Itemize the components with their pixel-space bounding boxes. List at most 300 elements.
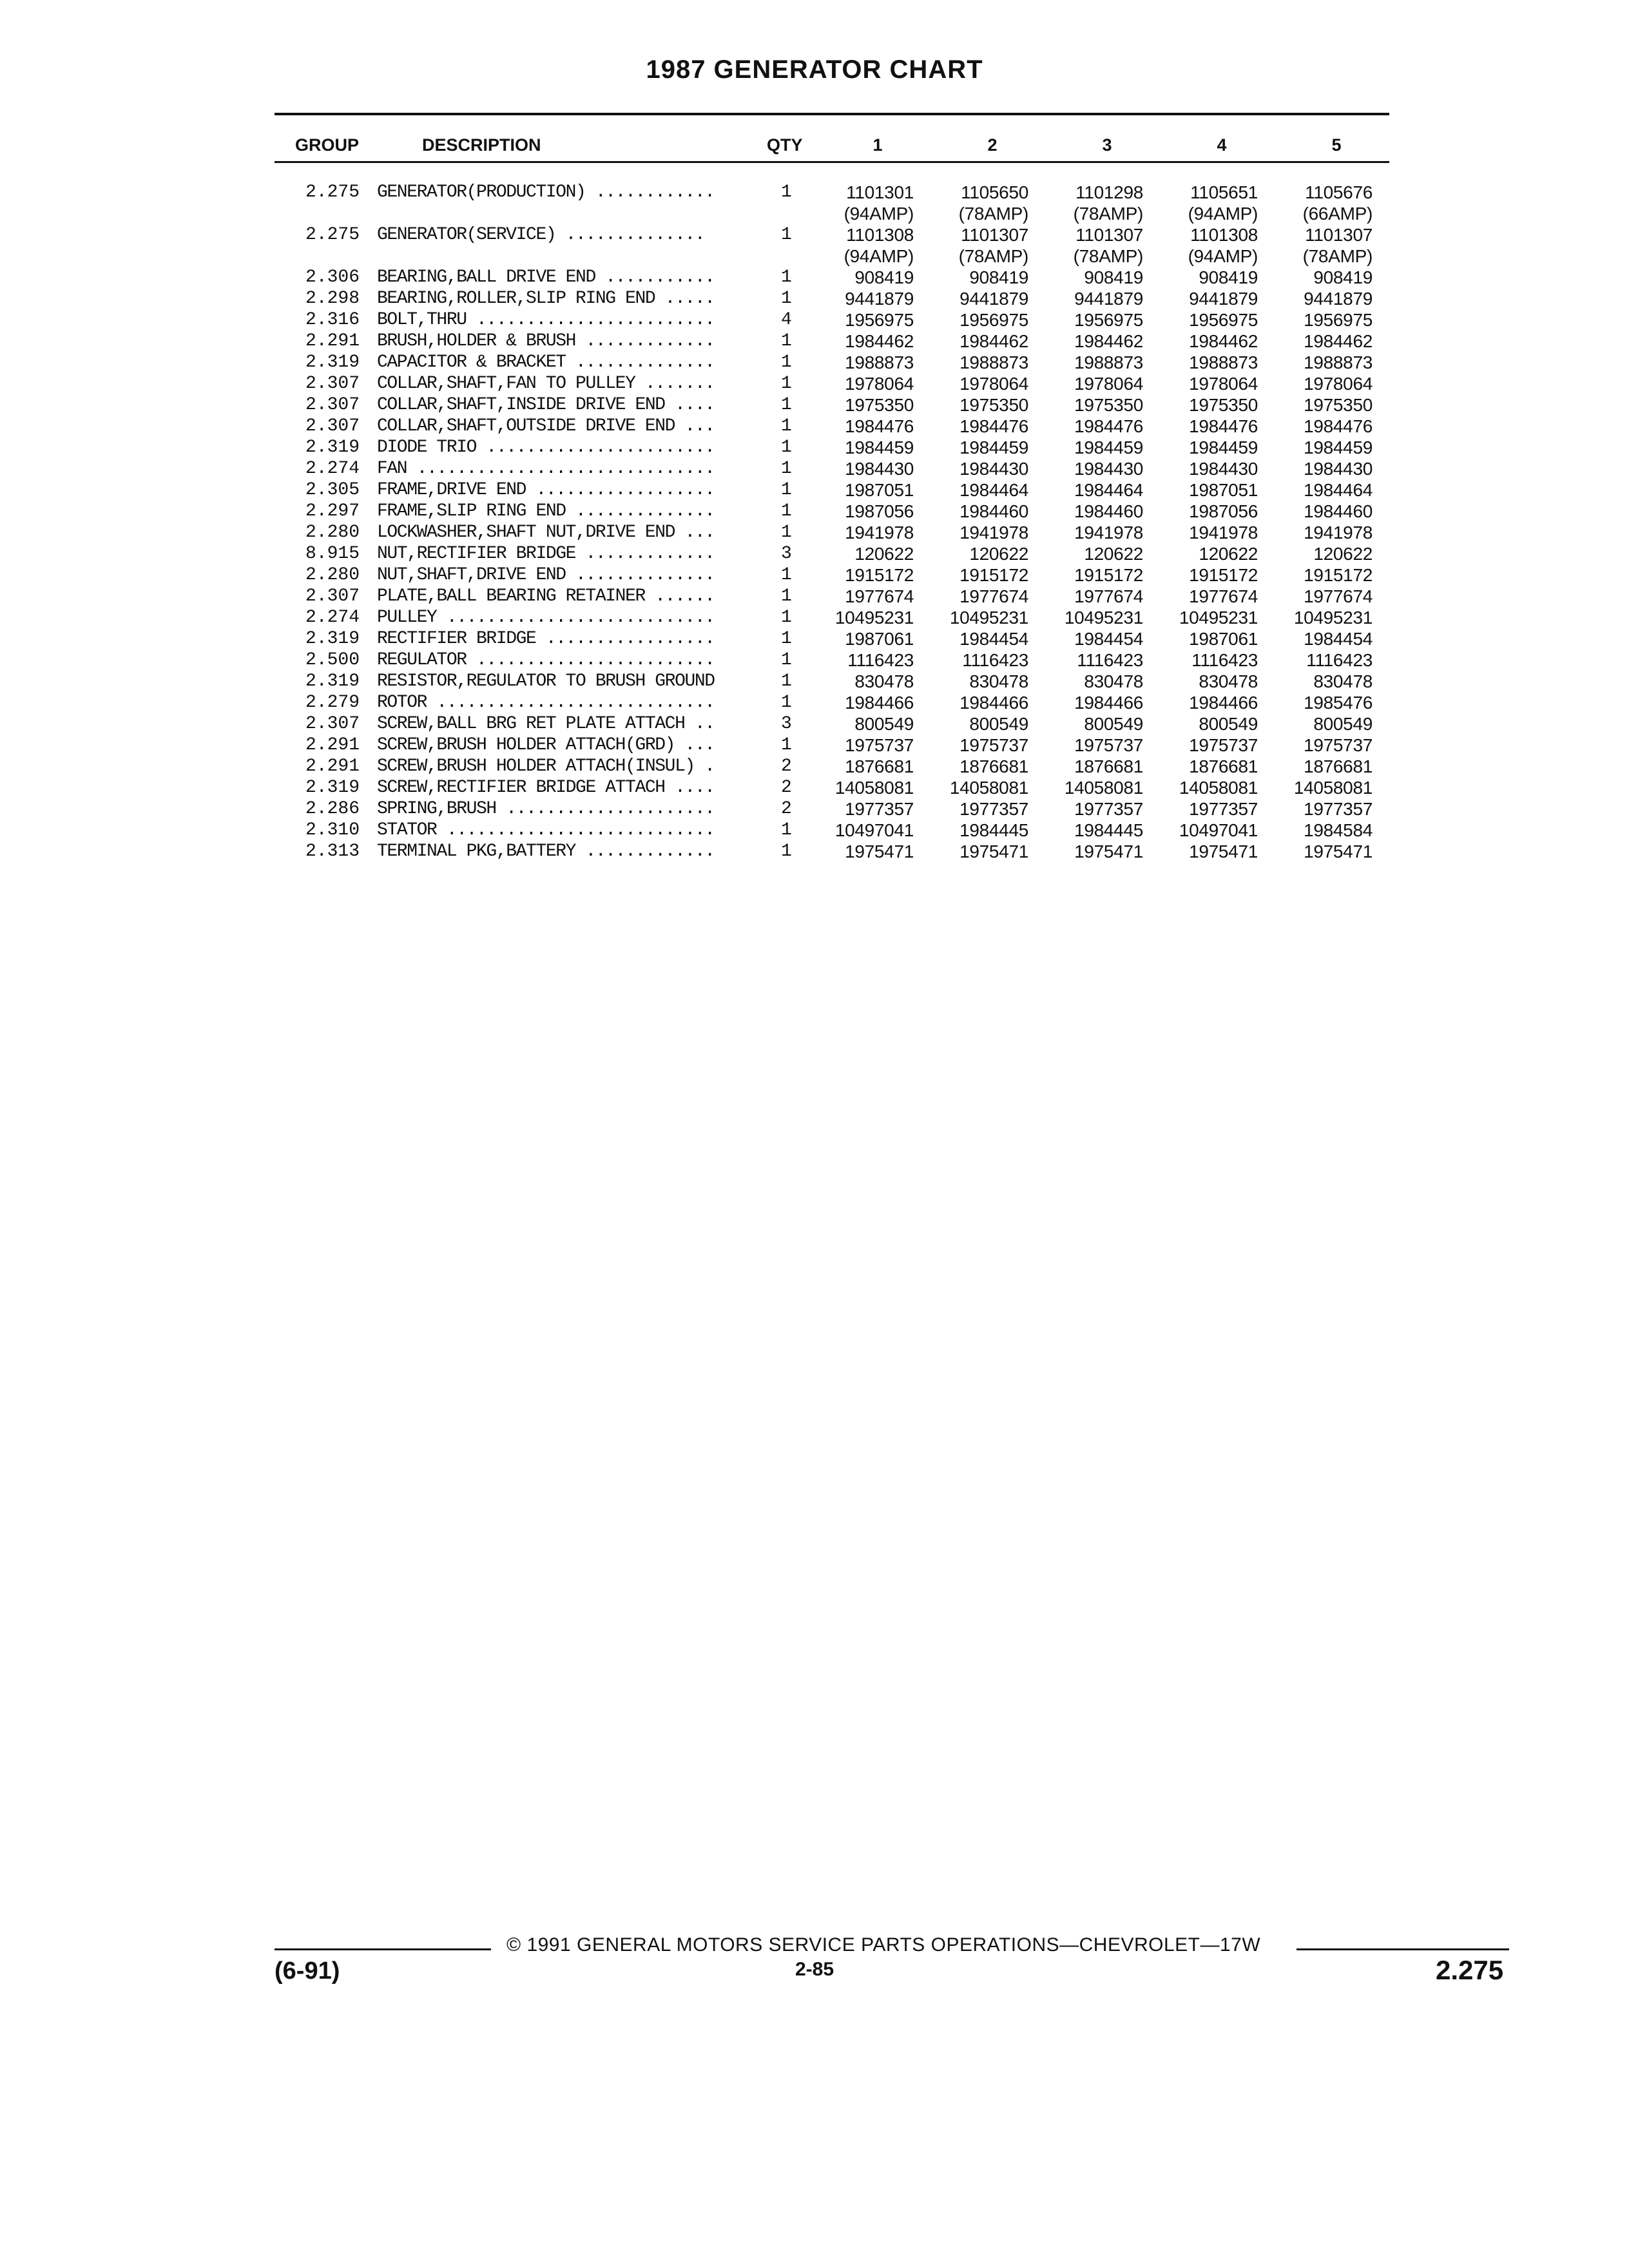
part-number: 14058081: [834, 778, 914, 798]
dot-leader: ........................: [466, 310, 715, 330]
part-number-model-3: [1040, 224, 1143, 267]
part-number-model-2: [925, 479, 1028, 501]
part-number: 800549: [1199, 714, 1258, 734]
part-number: 1956975: [1189, 310, 1258, 330]
part-number-model-4: [1155, 798, 1258, 820]
table-row: [0, 543, 1629, 564]
part-number-model-3: [1040, 649, 1143, 671]
part-number-model-4: [1155, 224, 1258, 267]
part-number-model-5: [1269, 628, 1373, 649]
part-description: [377, 713, 780, 735]
table-row: [0, 267, 1629, 288]
part-number-model-4: [1155, 331, 1258, 352]
part-description: [377, 607, 780, 628]
part-number: 120622: [1199, 544, 1258, 564]
quantity: 1: [781, 416, 792, 436]
part-description-text: COLLAR,SHAFT,INSIDE DRIVE END: [377, 395, 665, 415]
table-row: [0, 735, 1629, 756]
part-number: 1988873: [1304, 352, 1373, 372]
part-number: 1984430: [1074, 459, 1143, 479]
part-number: 1105651: [1190, 182, 1258, 202]
part-number: 1984466: [959, 693, 1028, 713]
part-number-model-1: [811, 798, 914, 820]
part-number-model-2: [925, 820, 1028, 841]
part-number: 1975350: [845, 395, 914, 415]
part-number: 1984459: [1074, 437, 1143, 457]
part-number: 9441879: [845, 289, 914, 309]
part-description-text: ROTOR: [377, 693, 427, 713]
amperage-note: (94AMP): [1188, 246, 1258, 266]
part-description: [377, 182, 780, 203]
part-description: [377, 224, 780, 245]
part-number-model-3: [1040, 820, 1143, 841]
part-number-model-5: [1269, 671, 1373, 692]
group-number: 2.297: [305, 501, 360, 521]
part-number: 830478: [969, 671, 1028, 691]
part-description-text: NUT,SHAFT,DRIVE END: [377, 565, 566, 585]
part-number: 1116423: [1191, 650, 1258, 670]
part-number-model-1: [811, 352, 914, 373]
column-header-description: DESCRIPTION: [422, 135, 541, 155]
part-number: 1975350: [1074, 395, 1143, 415]
part-number: 1915172: [1074, 565, 1143, 585]
part-number-model-4: [1155, 522, 1258, 543]
part-number: 1978064: [959, 374, 1028, 394]
part-number: 1956975: [1074, 310, 1143, 330]
part-number: 1984462: [1304, 331, 1373, 351]
part-number: 1101307: [1305, 225, 1373, 245]
part-description-text: FRAME,SLIP RING END: [377, 501, 566, 521]
table-row: [0, 522, 1629, 543]
part-number: 1987051: [845, 480, 914, 500]
quantity: 1: [781, 459, 792, 479]
part-number: 10495231: [1179, 608, 1258, 628]
part-description-text: COLLAR,SHAFT,OUTSIDE DRIVE END: [377, 416, 675, 436]
part-number: 1101307: [961, 225, 1028, 245]
quantity: 1: [781, 671, 792, 691]
part-number: 1987056: [845, 501, 914, 521]
quantity: 1: [781, 437, 792, 457]
part-number: 1984430: [959, 459, 1028, 479]
part-number: 1105676: [1305, 182, 1373, 202]
part-number-model-1: [811, 586, 914, 607]
group-number: 2.310: [305, 820, 360, 840]
part-number-model-4: [1155, 713, 1258, 735]
part-number: 1941978: [959, 523, 1028, 543]
part-number-model-2: [925, 671, 1028, 692]
quantity: 1: [781, 267, 792, 287]
dot-leader: ...........................: [436, 820, 715, 840]
part-number: 1978064: [1189, 374, 1258, 394]
part-number-model-2: [925, 331, 1028, 352]
part-number-model-4: [1155, 735, 1258, 756]
dot-leader: ............: [585, 182, 715, 202]
part-number: 1975737: [1304, 735, 1373, 755]
part-number: 908419: [854, 267, 914, 287]
part-number: 800549: [1084, 714, 1143, 734]
part-description-text: DIODE TRIO: [377, 437, 477, 457]
column-header-model-5: 5: [1331, 135, 1342, 155]
quantity: 1: [781, 395, 792, 415]
part-number-model-2: [925, 713, 1028, 735]
part-number: 1987051: [1189, 480, 1258, 500]
part-number-model-3: [1040, 437, 1143, 458]
column-header-model-4: 4: [1217, 135, 1227, 155]
part-number: 1984454: [1304, 629, 1373, 649]
part-number-model-3: [1040, 458, 1143, 479]
part-number-model-4: [1155, 628, 1258, 649]
part-description-text: PLATE,BALL BEARING RETAINER: [377, 586, 645, 606]
part-description: [377, 373, 780, 394]
group-number: 2.305: [305, 480, 360, 500]
part-description: [377, 841, 780, 862]
part-number-model-5: [1269, 564, 1373, 586]
part-number: 908419: [1199, 267, 1258, 287]
part-number: 1984460: [1304, 501, 1373, 521]
part-number: 1984476: [1189, 416, 1258, 436]
part-number-model-2: [925, 777, 1028, 798]
dot-leader: ...........: [595, 267, 715, 287]
quantity: 1: [781, 480, 792, 500]
footer-rule-left: [275, 1948, 491, 1950]
dot-leader: .: [694, 756, 715, 776]
part-number: 9441879: [959, 289, 1028, 309]
part-number: 1915172: [845, 565, 914, 585]
part-number-model-1: [811, 309, 914, 331]
part-number: 1984464: [1074, 480, 1143, 500]
part-number: 10497041: [834, 820, 914, 840]
part-number: 10495231: [949, 608, 1028, 628]
part-number-model-3: [1040, 182, 1143, 224]
part-description: [377, 352, 780, 373]
group-number: 2.286: [305, 799, 360, 819]
part-number: 1984462: [959, 331, 1028, 351]
part-description: [377, 394, 780, 416]
part-number: 1984476: [1074, 416, 1143, 436]
part-description-text: SPRING,BRUSH: [377, 799, 496, 819]
part-number: 1984459: [1189, 437, 1258, 457]
quantity: 1: [781, 289, 792, 309]
part-number-model-3: [1040, 501, 1143, 522]
part-number-model-2: [925, 458, 1028, 479]
part-number-model-2: [925, 564, 1028, 586]
part-number-model-2: [925, 586, 1028, 607]
column-header-qty: QTY: [767, 135, 803, 155]
part-description-text: CAPACITOR & BRACKET: [377, 352, 566, 372]
part-number: 1956975: [845, 310, 914, 330]
part-number-model-1: [811, 564, 914, 586]
part-number-model-3: [1040, 564, 1143, 586]
group-number: 2.319: [305, 352, 360, 372]
part-number: 908419: [1084, 267, 1143, 287]
dot-leader: ...: [675, 523, 715, 543]
part-number: 1915172: [959, 565, 1028, 585]
part-number: 1984460: [959, 501, 1028, 521]
part-number: 1988873: [1189, 352, 1258, 372]
part-description-text: FAN: [377, 459, 407, 479]
part-number: 1984476: [959, 416, 1028, 436]
group-number: 2.319: [305, 629, 360, 649]
part-number: 1984445: [959, 820, 1028, 840]
table-row: [0, 713, 1629, 735]
part-number-model-4: [1155, 458, 1258, 479]
part-description: [377, 756, 780, 777]
table-row: [0, 394, 1629, 416]
dot-leader: .....: [655, 289, 715, 309]
part-number: 120622: [854, 544, 914, 564]
part-number: 1984460: [1074, 501, 1143, 521]
part-number-model-4: [1155, 309, 1258, 331]
part-number: 1975737: [1189, 735, 1258, 755]
part-number-model-4: [1155, 820, 1258, 841]
part-number-model-1: [811, 224, 914, 267]
part-number: 1988873: [1074, 352, 1143, 372]
quantity: 3: [781, 544, 792, 564]
amperage-note: (94AMP): [843, 204, 914, 224]
part-number-model-4: [1155, 394, 1258, 416]
part-description: [377, 458, 780, 479]
part-description: [377, 437, 780, 458]
part-number: 1984462: [1189, 331, 1258, 351]
group-number: 2.274: [305, 459, 360, 479]
part-description-text: REGULATOR: [377, 650, 467, 670]
part-number: 10495231: [1064, 608, 1143, 628]
part-number-model-1: [811, 437, 914, 458]
table-row: [0, 649, 1629, 671]
page-number: 2-85: [795, 1959, 834, 1980]
part-number-model-1: [811, 501, 914, 522]
part-number-model-4: [1155, 501, 1258, 522]
part-number: 830478: [1313, 671, 1373, 691]
part-description: [377, 820, 780, 841]
table-row: [0, 437, 1629, 458]
part-number: 1984466: [845, 693, 914, 713]
part-number: 120622: [1084, 544, 1143, 564]
part-number: 1977674: [845, 586, 914, 606]
part-number-model-1: [811, 777, 914, 798]
part-number: 1876681: [845, 756, 914, 776]
group-number: 2.319: [305, 437, 360, 457]
part-number-model-5: [1269, 479, 1373, 501]
part-description: [377, 798, 780, 820]
part-number-model-3: [1040, 628, 1143, 649]
amperage-note: (78AMP): [958, 246, 1028, 266]
part-number: 14058081: [949, 778, 1028, 798]
part-description: [377, 288, 780, 309]
group-number: 2.280: [305, 565, 360, 585]
part-description-text: TERMINAL PKG,BATTERY: [377, 841, 576, 861]
part-number: 1984466: [1189, 693, 1258, 713]
part-number: 10495231: [1293, 608, 1373, 628]
part-number-model-2: [925, 309, 1028, 331]
part-number: 1977674: [1189, 586, 1258, 606]
part-number-model-3: [1040, 692, 1143, 713]
part-description-text: BEARING,ROLLER,SLIP RING END: [377, 289, 655, 309]
dot-leader: .............: [575, 544, 715, 564]
page-title: 1987 GENERATOR CHART: [646, 55, 983, 84]
amperage-note: (94AMP): [1188, 204, 1258, 224]
part-number-model-3: [1040, 735, 1143, 756]
group-number: 2.316: [305, 310, 360, 330]
part-number: 1975350: [959, 395, 1028, 415]
part-number-model-2: [925, 649, 1028, 671]
part-description: [377, 777, 780, 798]
part-number: 1876681: [959, 756, 1028, 776]
edition-date: (6-91): [275, 1957, 340, 1984]
part-number-model-5: [1269, 798, 1373, 820]
part-number-model-5: [1269, 437, 1373, 458]
group-number: 2.319: [305, 671, 360, 691]
part-number-model-5: [1269, 692, 1373, 713]
group-number: 2.313: [305, 841, 360, 861]
part-number-model-2: [925, 543, 1028, 564]
part-number: 830478: [1084, 671, 1143, 691]
group-number: 2.274: [305, 608, 360, 628]
part-number: 800549: [854, 714, 914, 734]
part-number-model-5: [1269, 373, 1373, 394]
part-description: [377, 501, 780, 522]
part-number: 1956975: [959, 310, 1028, 330]
part-number-model-2: [925, 224, 1028, 267]
dot-leader: ....: [664, 395, 715, 415]
part-number: 1975737: [1074, 735, 1143, 755]
part-number-model-4: [1155, 416, 1258, 437]
part-number: 908419: [1313, 267, 1373, 287]
part-description-text: RESISTOR,REGULATOR TO BRUSH GROUND: [377, 671, 715, 691]
part-number-model-3: [1040, 309, 1143, 331]
part-number-model-4: [1155, 437, 1258, 458]
part-number-model-1: [811, 394, 914, 416]
part-number: 1941978: [1189, 523, 1258, 543]
part-description-text: COLLAR,SHAFT,FAN TO PULLEY: [377, 374, 635, 394]
group-number: 2.307: [305, 416, 360, 436]
part-number-model-4: [1155, 352, 1258, 373]
part-number-model-2: [925, 628, 1028, 649]
table-row: [0, 586, 1629, 607]
dot-leader: ............................: [427, 693, 715, 713]
part-number-model-3: [1040, 394, 1143, 416]
part-number: 1941978: [1304, 523, 1373, 543]
part-number-model-1: [811, 671, 914, 692]
part-number-model-5: [1269, 777, 1373, 798]
part-number: 1116423: [1077, 650, 1143, 670]
part-number-model-3: [1040, 416, 1143, 437]
part-number: 1978064: [1074, 374, 1143, 394]
dot-leader: ..............................: [407, 459, 715, 479]
part-number: 1977674: [1074, 586, 1143, 606]
table-row: [0, 798, 1629, 820]
part-number: 1987061: [845, 629, 914, 649]
part-description-text: GENERATOR(SERVICE): [377, 225, 556, 245]
part-description: [377, 267, 780, 288]
column-header-model-1: 1: [872, 135, 883, 155]
parts-table: [0, 182, 1629, 862]
part-number-model-1: [811, 713, 914, 735]
part-number: 1977674: [1304, 586, 1373, 606]
part-description: [377, 586, 780, 607]
part-number: 10497041: [1179, 820, 1258, 840]
part-number: 9441879: [1074, 289, 1143, 309]
dot-leader: ...: [675, 735, 715, 755]
group-number: 2.319: [305, 778, 360, 798]
part-number-model-3: [1040, 586, 1143, 607]
part-description: [377, 522, 780, 543]
part-number-model-2: [925, 373, 1028, 394]
table-row: [0, 628, 1629, 649]
part-description-text: SCREW,RECTIFIER BRIDGE ATTACH: [377, 778, 665, 798]
part-number-model-5: [1269, 586, 1373, 607]
part-number-model-2: [925, 798, 1028, 820]
part-number-model-3: [1040, 798, 1143, 820]
header-bottom-rule: [275, 161, 1389, 163]
table-row: [0, 692, 1629, 713]
part-number: 1915172: [1189, 565, 1258, 585]
header-top-rule: [275, 113, 1389, 115]
quantity: 1: [781, 225, 792, 245]
part-number: 1984476: [1304, 416, 1373, 436]
part-number: 1975737: [845, 735, 914, 755]
amperage-note: (78AMP): [958, 204, 1028, 224]
quantity: 1: [781, 501, 792, 521]
part-number: 9441879: [1189, 289, 1258, 309]
part-number-model-1: [811, 331, 914, 352]
part-number-model-4: [1155, 479, 1258, 501]
part-number: 1984459: [1304, 437, 1373, 457]
part-number: 1984430: [845, 459, 914, 479]
part-number-model-1: [811, 692, 914, 713]
part-number-model-5: [1269, 543, 1373, 564]
part-number: 1984466: [1074, 693, 1143, 713]
part-description-text: NUT,RECTIFIER BRIDGE: [377, 544, 576, 564]
part-number: 1975471: [1189, 841, 1258, 861]
part-number-model-4: [1155, 543, 1258, 564]
part-number-model-3: [1040, 373, 1143, 394]
part-number: 1975471: [1074, 841, 1143, 861]
part-number-model-5: [1269, 331, 1373, 352]
part-number-model-3: [1040, 522, 1143, 543]
table-row: [0, 756, 1629, 777]
part-description-text: LOCKWASHER,SHAFT NUT,DRIVE END: [377, 523, 675, 543]
part-number-model-5: [1269, 352, 1373, 373]
table-row: [0, 416, 1629, 437]
table-row: [0, 777, 1629, 798]
part-description-text: BOLT,THRU: [377, 310, 467, 330]
part-number: 1987056: [1189, 501, 1258, 521]
amperage-note: (78AMP): [1073, 246, 1143, 266]
column-header-model-2: 2: [987, 135, 998, 155]
part-number: 1984454: [959, 629, 1028, 649]
dot-leader: ......: [644, 586, 715, 606]
part-number-model-3: [1040, 777, 1143, 798]
group-number: 8.915: [305, 544, 360, 564]
part-number-model-2: [925, 756, 1028, 777]
part-number-model-4: [1155, 182, 1258, 224]
group-number: 2.307: [305, 395, 360, 415]
group-number: 2.275: [305, 182, 360, 202]
part-number-model-3: [1040, 543, 1143, 564]
amperage-note: (66AMP): [1302, 204, 1373, 224]
part-number-model-1: [811, 522, 914, 543]
part-number: 1978064: [1304, 374, 1373, 394]
part-number-model-3: [1040, 756, 1143, 777]
part-number-model-3: [1040, 713, 1143, 735]
group-number: 2.279: [305, 693, 360, 713]
part-number: 1987061: [1189, 629, 1258, 649]
part-number: 120622: [969, 544, 1028, 564]
part-number: 1984454: [1074, 629, 1143, 649]
part-number-model-1: [811, 543, 914, 564]
part-number-model-2: [925, 267, 1028, 288]
